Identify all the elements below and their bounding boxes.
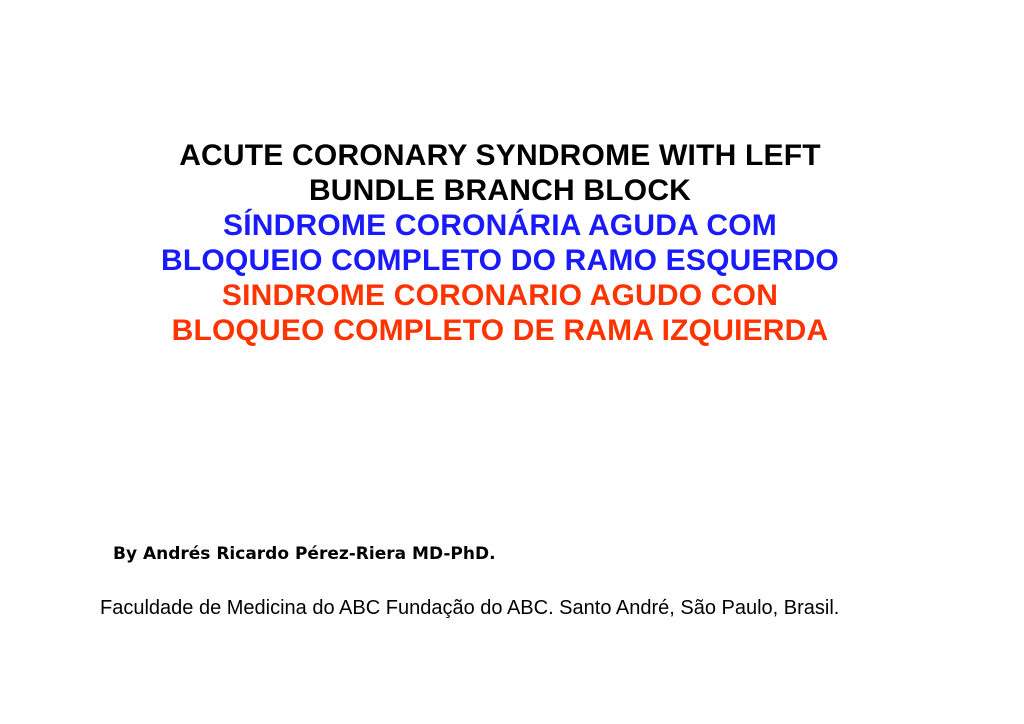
title-spanish-line2: BLOQUEO COMPLETO DE RAMA IZQUIERDA [171, 314, 829, 347]
title-block [0, 138, 1000, 348]
title-english-line2: BUNDLE BRANCH BLOCK [308, 174, 692, 207]
title-spanish-line1: SINDROME CORONARIO AGUDO CON [221, 279, 779, 312]
author-byline: By Andrés Ricardo Pérez-Riera MD-PhD. [113, 544, 496, 564]
title-english-line1: ACUTE CORONARY SYNDROME WITH LEFT [179, 139, 821, 172]
title-portuguese-line2: BLOQUEIO COMPLETO DO RAMO ESQUERDO [161, 244, 839, 277]
title-portuguese-line1: SÍNDROME CORONÁRIA AGUDA COM [223, 209, 777, 242]
affiliation: Faculdade de Medicina do ABC Fundação do ABC. Santo André, São Paulo, Brasil. [100, 597, 840, 619]
